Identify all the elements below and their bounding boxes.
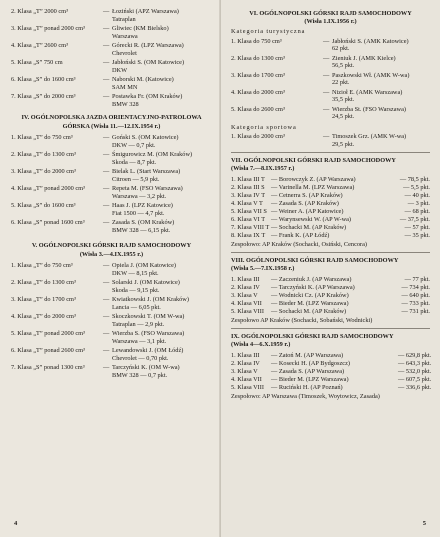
entry-class: 5. Klasa do 2600 cm³ [231, 105, 285, 113]
category-touring-label: Kategoria turystyczna [231, 28, 306, 35]
section-9-results [231, 352, 430, 392]
result-driver: — Zatoń M. (AP Warszawa) [271, 352, 344, 359]
entry-result [112, 279, 212, 294]
list-item [11, 279, 212, 294]
result-driver: — Sochacki M. (AP Kraków) [271, 224, 347, 231]
divider [231, 152, 430, 153]
result-driver: — Tarczyński K. (AP Warszawa) [271, 284, 355, 291]
list-item [11, 330, 212, 345]
table-row [231, 360, 430, 368]
entry-result [112, 8, 212, 23]
entry-dash: — [323, 133, 330, 140]
result-driver: — Bieder M. (LPZ Warszawa) [271, 300, 349, 307]
result-driver: — Warynsewski W. (AP W-wa) [271, 216, 352, 223]
result-points: — 733 pkt. [401, 300, 430, 307]
section-8-date: (Wisła 5.—7.IX.1958 r.) [231, 264, 295, 272]
entry-result [112, 364, 212, 379]
section-7-title: VII. OGÓLNOPOLSKI GÓRSKI RAJD SAMOCHODOWY [231, 157, 396, 164]
result-class: 5. Klasa VII S [231, 208, 267, 215]
section-5-subtitle: (Wisła 3.—4.IX.1955 r.) [79, 250, 144, 258]
result-driver: — Zaczeniuk J. (AP Warszawa) [271, 276, 352, 283]
entry-result-line: Nizioł E. (AMK Warszawa) [332, 88, 403, 96]
result-class: 3. Klasa V [231, 368, 258, 375]
entry-result [332, 55, 430, 70]
result-driver: — Frank K. (AP Łódź) [271, 232, 330, 239]
entry-dash: — [103, 313, 110, 320]
section-8-results [231, 276, 430, 316]
entry-result-line: Skoczkowski T. (OM W-wa) [112, 313, 185, 320]
table-row [231, 192, 430, 200]
entry-class: 2. Klasa „T” do 1300 cm³ [11, 151, 76, 158]
list-item [11, 42, 212, 57]
result-class: 1. Klasa III T [231, 176, 265, 183]
result-points: — 643,3 pkt. [398, 360, 432, 367]
entry-result-line: Bielak L. (Start Warszawa) [112, 168, 181, 175]
table-row [231, 224, 430, 232]
list-item [11, 59, 212, 74]
entry-result-line: Chevrolet — 0,70 pkt. [112, 354, 169, 362]
entry-result-line: Jabłoński S. (AMK Katowice) [332, 37, 409, 45]
result-points: — 607,5 pkt. [398, 376, 432, 383]
entry-result-line: DKW [112, 66, 128, 74]
list-item [11, 364, 212, 379]
result-class: 2. Klasa III S [231, 184, 265, 191]
section-4-subtitle: GÓRSKA (Wisła 11.—12.IX.1954 r.) [62, 122, 161, 130]
entry-result-line: Opiela J. (OM Katowice) [112, 262, 176, 269]
entry-result-line: Zieniuk J. (AMK Kielce) [332, 54, 396, 62]
entry-class: 5. Klasa „S” do 1600 cm³ [11, 202, 76, 209]
result-driver: — Wodnicki Cz. (AP Kraków) [271, 292, 349, 299]
entry-class: 1. Klasa do 2000 cm³ [231, 133, 285, 140]
list-item [231, 133, 430, 148]
entry-class: 7. Klasa „S” ponad 1300 cm³ [11, 364, 85, 371]
section-6-subtitle: (Wisła 1.IX.1956 r.) [304, 17, 357, 25]
list-item [11, 313, 212, 328]
entry-result [112, 168, 212, 183]
entry-class: 2. Klasa „T” do 1300 cm³ [11, 279, 76, 286]
result-class: 1. Klasa III [231, 276, 260, 283]
result-class: 5. Klasa VIII [231, 384, 264, 391]
entry-result-line: Goński S. (OM Katowice) [112, 134, 179, 141]
result-points: — 731 pkt. [401, 308, 430, 315]
entry-result-line: Postawka Fr. (OM Kraków) [112, 93, 183, 100]
entry-result-line: BMW 328 — 0,7 pkt. [112, 371, 168, 379]
entry-result-line: Tatraplan — 2,9 pkt. [112, 320, 165, 328]
entry-result-line: Wierzba St. (FSO Warszawa) [332, 105, 406, 113]
entry-result-line: Wierzba S. (FSO Warszawa) [112, 330, 185, 337]
entry-result-line: Naborski M. (Katowice) [112, 76, 174, 83]
entry-result [112, 151, 212, 166]
entry-result-line: Łoziński (APZ Warszawa) [112, 8, 179, 15]
page-number-left: 4 [14, 519, 18, 527]
list-item [231, 106, 430, 121]
entry-result [112, 134, 212, 149]
result-class: 6. Klasa VI T [231, 216, 266, 223]
entry-class: 4. Klasa „T” ponad 2000 cm³ [11, 185, 85, 192]
entry-result [112, 185, 212, 200]
result-points: — 57 pkt. [404, 224, 430, 231]
entry-result [112, 296, 212, 311]
entry-class: 5. Klasa „T” ponad 2000 cm³ [11, 330, 85, 337]
entry-result-line: Jabłoński S. (OM Katowice) [112, 59, 185, 66]
entry-result-line: BMW 328 [112, 100, 139, 108]
result-class: 2. Klasa IV [231, 284, 260, 291]
entry-result-line: 22 pkt. [332, 79, 350, 86]
result-driver: — Cetnerra S. (AP Kraków) [271, 192, 343, 199]
entry-result-line: Śmigurowicz M. (OM Kraków) [112, 151, 193, 158]
entry-dash: — [103, 76, 110, 83]
entry-result-line: 29,5 pkt. [332, 140, 355, 148]
table-row [231, 276, 430, 284]
result-points: — 3 pkt. [407, 200, 430, 207]
entry-dash: — [323, 71, 330, 79]
table-row [231, 200, 430, 208]
list-item [11, 151, 212, 166]
result-driver: — Zasada S. (AP Warszawa) [271, 368, 345, 375]
section-6-touring-results [231, 38, 430, 121]
list-item [11, 185, 212, 200]
table-row [231, 292, 430, 300]
list-item [231, 38, 430, 53]
list-item [11, 347, 212, 362]
entry-dash: — [103, 168, 110, 175]
entry-result-line: Zasada S. (OM Kraków) [112, 219, 175, 226]
list-item [11, 202, 212, 217]
entry-result-line: Repeta M. (FSO Warszawa) [112, 185, 183, 192]
entry-result [112, 313, 212, 328]
entry-class: 7. Klasa „S” do 2000 cm³ [11, 93, 76, 100]
entry-class: 2. Klasa do 1300 cm³ [231, 54, 285, 62]
table-row [231, 176, 430, 184]
list-item [11, 25, 212, 40]
entry-class: 3. Klasa „T” ponad 2000 cm³ [11, 25, 85, 32]
entry-result-line: Górecki R. (LPZ Warszawa) [112, 42, 184, 49]
entry-dash: — [103, 59, 110, 66]
entry-dash: — [323, 105, 330, 113]
section-4-results [11, 134, 212, 234]
entry-class: 1. Klasa „T” do 750 cm³ [11, 262, 73, 269]
result-driver: — Sochacki M. (AP Kraków) [271, 308, 347, 315]
section-9-title: IX. OGÓLNOPOLSKI GÓRSKI RAJD SAMOCHODOWY [231, 333, 394, 340]
list-item [11, 134, 212, 149]
table-row [231, 384, 430, 392]
result-points: — 5,5 pkt. [403, 184, 430, 191]
entry-class: 6. Klasa „S” ponad 1600 cm³ [11, 219, 85, 226]
entry-result-line: Solarski J. (OM Katowice) [112, 279, 180, 286]
table-row [231, 284, 430, 292]
entry-result-line: Citroen — 5,9 pkt. [112, 175, 160, 183]
entry-result [112, 347, 212, 362]
entry-result [332, 72, 430, 87]
table-row [231, 216, 430, 224]
entry-dash: — [103, 296, 110, 303]
section-5-results [11, 262, 212, 379]
entry-dash: — [103, 219, 110, 226]
entry-result-line: 56,5 pkt. [332, 62, 355, 69]
result-class: 1. Klasa III [231, 352, 260, 359]
table-row [231, 376, 430, 384]
section-7-team: Zespołowo: AP Kraków (Sochacki, Osiński, Cencora) [231, 240, 368, 248]
entry-result [112, 202, 212, 217]
entry-dash: — [323, 88, 330, 96]
category-sport-label: Kategoria sportowa [231, 123, 297, 131]
entry-result-line: 24,5 pkt. [332, 113, 355, 120]
entry-result [332, 106, 430, 121]
entry-result-line: Lewandowski J. (OM Łódź) [112, 347, 184, 354]
section-9-team: Zespołowo: AP Warszawa (Timoszek, Woytowicz, Zasada) [231, 392, 380, 400]
entry-result-line: Warszawa [112, 32, 138, 40]
list-item [11, 168, 212, 183]
entry-result [332, 38, 430, 53]
entry-class: 6. Klasa „T” ponad 2600 cm³ [11, 347, 85, 354]
entry-result-line: Skoda — 8,7 pkt. [112, 158, 157, 166]
result-driver: — Borowczyk Z. (AP Warszawa) [271, 176, 356, 183]
result-driver: — Zasada S. (AP Kraków) [271, 200, 339, 207]
result-points: — 78,5 pkt. [399, 176, 430, 183]
result-points: — 40 pkt. [404, 192, 430, 199]
entry-result-line: BMW 328 — 6,15 pkt. [112, 226, 171, 234]
section-8-team: Zespołowo AP Kraków (Sochacki, Sobański, Wodnicki) [231, 316, 373, 324]
entry-result-line: Warszawa — 3,2 pkt. [112, 192, 167, 200]
section-7-date: (Wisła 7.—8.IX.1957 r.) [231, 164, 295, 172]
result-class: 7. Klasa VIII T [231, 224, 270, 231]
entry-dash: — [103, 279, 110, 286]
list-item [11, 296, 212, 311]
table-row [231, 308, 430, 316]
section-7-results [231, 176, 430, 240]
result-class: 4. Klasa V T [231, 200, 263, 207]
section-6-title: VI. OGÓLNOPOLSKI GÓRSKI RAJD SAMOCHODOWY [249, 10, 412, 17]
result-points: — 77 pkt. [404, 276, 430, 283]
entry-dash: — [103, 8, 110, 15]
table-row [231, 232, 430, 240]
entry-result-line: SAM MN [112, 83, 138, 91]
table-row [231, 208, 430, 216]
entry-class: 3. Klasa „T” do 1700 cm³ [11, 296, 76, 303]
entry-result [112, 25, 212, 40]
entry-dash: — [323, 37, 330, 45]
result-points: — 532,0 pkt. [398, 368, 432, 375]
list-item [231, 89, 430, 104]
table-row [231, 368, 430, 376]
entry-result-line: Skoda — 9,15 pkt. [112, 286, 160, 294]
table-row [231, 184, 430, 192]
section-4-title: IV. OGÓLNOPOLSKA JAZDA ORIENTACYJNO-PATROLOWA [21, 114, 202, 121]
entry-result [112, 330, 212, 345]
entry-class: 4. Klasa do 2000 cm³ [231, 88, 285, 96]
entry-result [112, 262, 212, 277]
entry-dash: — [103, 151, 110, 158]
entry-result [112, 42, 212, 57]
results-list-1953 [11, 8, 212, 108]
entry-result [112, 219, 212, 234]
result-points: — 734 pkt. [401, 284, 430, 291]
result-class: 4. Klasa VII [231, 376, 262, 383]
entry-dash: — [103, 93, 110, 100]
list-item [11, 262, 212, 277]
result-class: 8. Klasa IX T [231, 232, 266, 239]
list-item [231, 72, 430, 87]
entry-dash: — [103, 25, 110, 32]
entry-dash: — [103, 202, 110, 209]
entry-result-line: Warszawa — 3,1 pkt. [112, 337, 167, 345]
list-item [11, 8, 212, 23]
result-driver: — Kosecki H. (AP Bydgoszcz) [271, 360, 350, 367]
entry-result-line: 35,5 pkt. [332, 96, 355, 103]
entry-result-line: DKW — 0,7 pkt. [112, 141, 156, 149]
entry-dash: — [103, 262, 110, 269]
list-item [11, 219, 212, 234]
entry-result-line: Fiat 1500 — 4,7 pkt. [112, 209, 165, 217]
page-number-right: 5 [422, 519, 426, 527]
entry-result-line: Lancia — 6,05 pkt. [112, 303, 161, 311]
section-5-title: V. OGÓLNOPOLSKI GÓRSKI RAJD SAMOCHODOWY [31, 242, 192, 249]
result-points: — 35 pkt. [404, 232, 430, 239]
entry-result [112, 93, 212, 108]
result-points: — 68 pkt. [404, 208, 430, 215]
entry-class: 4. Klasa „T” do 2000 cm³ [11, 313, 76, 320]
entry-result [332, 89, 430, 104]
section-6-sport-results [231, 133, 430, 148]
list-item [11, 76, 212, 91]
entry-class: 1. Klasa „T” do 750 cm³ [11, 134, 73, 141]
result-points: — 37,5 pkt. [399, 216, 430, 223]
entry-dash: — [103, 134, 110, 141]
result-points: — 629,8 pkt. [398, 352, 432, 359]
entry-class: 5. Klasa „S” 750 cm [11, 59, 63, 66]
list-item [231, 55, 430, 70]
entry-result-line: Tarczyński K. (OM W-wa) [112, 364, 180, 371]
entry-class: 2. Klasa „T” 2000 cm³ [11, 8, 68, 15]
right-page [220, 0, 440, 537]
entry-dash: — [103, 347, 110, 354]
result-driver: — Ruciński H. (AP Poznań) [271, 384, 343, 391]
entry-result-line: Chevrolet [112, 49, 137, 57]
entry-dash: — [103, 185, 110, 192]
entry-result-line: Timoszek Grz. (AMK W-wa) [332, 133, 407, 140]
table-row [231, 352, 430, 360]
entry-dash: — [103, 42, 110, 49]
result-class: 5. Klasa VIII [231, 308, 264, 315]
entry-result-line: Gliwiec (KM Bielsko) [112, 25, 169, 32]
result-class: 3. Klasa V [231, 292, 258, 299]
result-points: — 336,6 pkt. [398, 384, 432, 391]
entry-result [112, 59, 212, 74]
entry-result [112, 76, 212, 91]
entry-class: 3. Klasa do 1700 cm³ [231, 71, 285, 79]
entry-result-line: Haas J. (LPZ Katowice) [112, 202, 173, 209]
entry-class: 6. Klasa „S” do 1600 cm³ [11, 76, 76, 83]
result-class: 2. Klasa IV [231, 360, 260, 367]
result-points: — 640 pkt. [401, 292, 430, 299]
entry-class: 1. Klasa do 750 cm³ [231, 37, 282, 45]
result-class: 3. Klasa IV T [231, 192, 266, 199]
entry-result-line: Paszkowski Wł. (AMK W-wa) [332, 71, 410, 79]
table-row [231, 300, 430, 308]
entry-result-line: 62 pkt. [332, 45, 350, 52]
entry-result-line: DKW — 8,15 pkt. [112, 269, 159, 277]
result-class: 4. Klasa VII [231, 300, 262, 307]
entry-result-line: Tatraplan [112, 15, 136, 23]
entry-class: 4. Klasa „T” 2600 cm³ [11, 42, 68, 49]
result-driver: — Varinella M. (LPZ Warszawa) [271, 184, 355, 191]
entry-result [332, 133, 430, 148]
section-9-date: (Wisła 4—6.X.1959 r.) [231, 340, 291, 348]
result-driver: — Weiner A. (AP Katowice) [271, 208, 344, 215]
result-driver: — Bieder M. (LPZ Warszawa) [271, 376, 349, 383]
entry-dash: — [323, 54, 330, 62]
entry-dash: — [103, 364, 110, 371]
divider [231, 328, 430, 329]
entry-class: 3. Klasa „T” do 2000 cm³ [11, 168, 76, 175]
entry-dash: — [103, 330, 110, 337]
section-8-title: VIII. OGÓLNOPOLSKI GÓRSKI RAJD SAMOCHODOWY [231, 257, 399, 264]
list-item [11, 93, 212, 108]
divider [231, 252, 430, 253]
entry-result-line: Kwiatkowski J. (OM Kraków) [112, 296, 189, 303]
